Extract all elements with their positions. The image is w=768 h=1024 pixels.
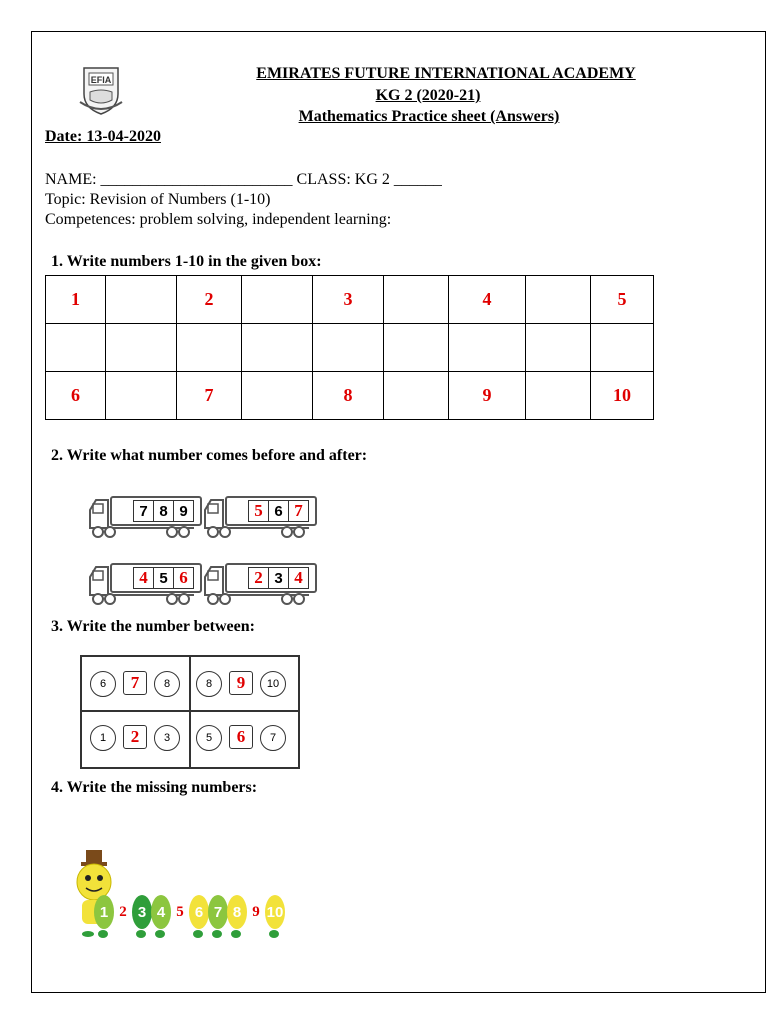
given-number: 5: [153, 567, 174, 589]
answer-box: 7: [123, 671, 147, 695]
answer-box: 6: [229, 725, 253, 749]
truck: [88, 557, 198, 607]
caterpillar-segment: 6: [189, 895, 209, 929]
apple-number: 5: [196, 725, 222, 751]
grid-row: [46, 372, 654, 420]
grid-cell: [526, 324, 591, 372]
apple-number: 3: [154, 725, 180, 751]
caterpillar-segment: 3: [132, 895, 152, 929]
name-class-line: NAME: ________________________ CLASS: KG 2 ______: [45, 171, 442, 188]
caterpillar-leg: [269, 930, 279, 938]
caterpillar-segment: 7: [208, 895, 228, 929]
grid-cell: [106, 372, 177, 420]
apples-table: [80, 655, 300, 769]
apple-number: 8: [196, 671, 222, 697]
answer-number: 7: [288, 500, 309, 522]
divider: [82, 710, 298, 712]
grid-cell: [384, 276, 449, 324]
apple-number: 1: [90, 725, 116, 751]
grid-cell: 9: [449, 372, 526, 420]
grid-cell: [384, 372, 449, 420]
caterpillar-leg: [193, 930, 203, 938]
numbers-grid: [45, 275, 654, 420]
truck: [88, 490, 198, 540]
grid-cell: [526, 276, 591, 324]
competences: Competences: problem solving, independent learning:: [45, 211, 392, 228]
grid-cell: 10: [591, 372, 654, 420]
apple-number: 8: [154, 671, 180, 697]
grid-row: [46, 276, 654, 324]
caterpillar-segment: 1: [94, 895, 114, 929]
grid-cell: [591, 324, 654, 372]
caterpillar-leg: [212, 930, 222, 938]
grid-cell: 2: [177, 276, 242, 324]
question-4-title: 4. Write the missing numbers:: [51, 779, 258, 796]
grid-cell: [384, 324, 449, 372]
grid-cell: 5: [591, 276, 654, 324]
grid-row: [46, 324, 654, 372]
caterpillar-segment: 8: [227, 895, 247, 929]
apple-number: 10: [260, 671, 286, 697]
date: Date: 13-04-2020: [45, 128, 161, 145]
grid-cell: 4: [449, 276, 526, 324]
answer-box: 2: [123, 725, 147, 749]
topic: Topic: Revision of Numbers (1-10): [45, 191, 271, 208]
grid-cell: [242, 276, 313, 324]
answer-number: 2: [119, 903, 127, 920]
truck-cargo: [110, 563, 202, 593]
grid-cell: [526, 372, 591, 420]
truck-cargo: [225, 563, 317, 593]
given-number: 8: [153, 500, 174, 522]
grid-cell: [106, 324, 177, 372]
apple-number: 7: [260, 725, 286, 751]
answer-number: 2: [248, 567, 269, 589]
truck: [203, 490, 313, 540]
caterpillar-leg: [155, 930, 165, 938]
grid-cell: 7: [177, 372, 242, 420]
apple-number: 6: [90, 671, 116, 697]
grid-cell: [46, 324, 106, 372]
answer-number: 5: [176, 903, 184, 920]
grid-cell: 3: [313, 276, 384, 324]
given-number: 7: [133, 500, 154, 522]
grid-cell: 6: [46, 372, 106, 420]
truck-cargo: [225, 496, 317, 526]
caterpillar-leg: [231, 930, 241, 938]
divider: [189, 657, 191, 767]
truck-cargo: [110, 496, 202, 526]
grid-cell: [242, 372, 313, 420]
answer-box: 9: [229, 671, 253, 695]
grid-cell: [106, 276, 177, 324]
truck: [203, 557, 313, 607]
grid-cell: [449, 324, 526, 372]
given-number: 6: [268, 500, 289, 522]
question-2-title: 2. Write what number comes before and after:: [51, 447, 368, 464]
answer-number: 6: [173, 567, 194, 589]
svg-text:EFIA: EFIA: [90, 75, 112, 85]
sheet-title: Mathematics Practice sheet (Answers): [298, 108, 560, 125]
answer-number: 4: [133, 567, 154, 589]
given-number: 3: [268, 567, 289, 589]
grid-cell: [313, 324, 384, 372]
caterpillar-segment: 4: [151, 895, 171, 929]
school-name: EMIRATES FUTURE INTERNATIONAL ACADEMY: [256, 65, 636, 82]
grid-cell: [177, 324, 242, 372]
answer-number: 5: [248, 500, 269, 522]
caterpillar-leg: [136, 930, 146, 938]
given-number: 9: [173, 500, 194, 522]
question-3-title: 3. Write the number between:: [51, 618, 255, 635]
grid-cell: [242, 324, 313, 372]
grid-cell: 8: [313, 372, 384, 420]
caterpillar-leg: [98, 930, 108, 938]
question-1-title: 1. Write numbers 1-10 in the given box:: [51, 253, 322, 270]
answer-number: 4: [288, 567, 309, 589]
answer-number: 9: [252, 903, 260, 920]
grade-year: KG 2 (2020-21): [375, 87, 481, 104]
grid-cell: 1: [46, 276, 106, 324]
caterpillar-segment: 10: [265, 895, 285, 929]
